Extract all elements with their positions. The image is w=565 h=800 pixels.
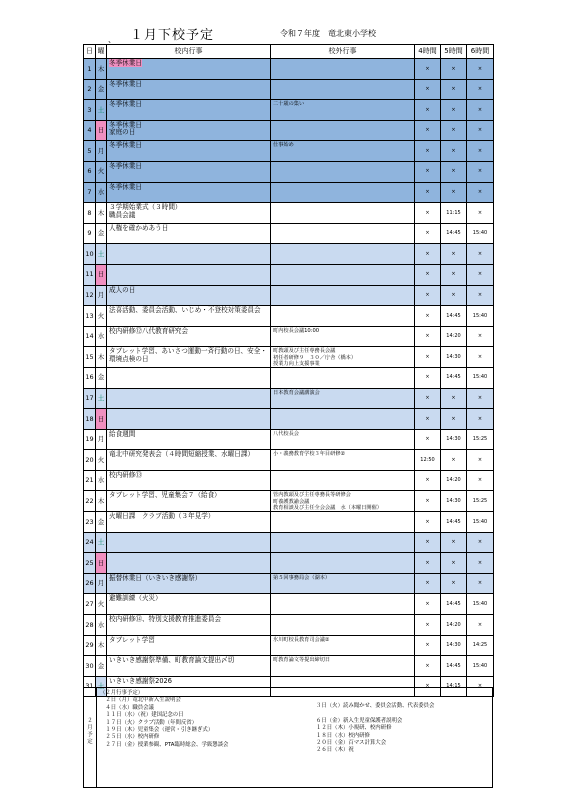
page-title: １月下校予定 xyxy=(130,28,215,43)
weekday-cell: 金 xyxy=(96,656,107,677)
outside-event-cell: 第５回事務局会（湖本） xyxy=(271,573,415,594)
weekday-cell: 月 xyxy=(96,285,107,306)
day-cell: 24 xyxy=(84,532,96,553)
note-line: １９日（木）児童集会（運営・引き継ぎ式） xyxy=(100,727,214,734)
period5-cell: × xyxy=(441,450,467,471)
weekday-cell: 火 xyxy=(96,161,107,182)
day-cell: 31 xyxy=(84,676,96,697)
period6-cell: 15:40 xyxy=(467,594,494,615)
day-cell: 2 xyxy=(84,79,96,100)
period4-cell: 12:50 xyxy=(415,450,441,471)
table-row xyxy=(84,635,494,656)
school-event-cell xyxy=(107,409,271,430)
period6-cell: × xyxy=(467,573,494,594)
weekday-cell: 金 xyxy=(96,367,107,388)
period5-cell: × xyxy=(441,285,467,306)
weekday-cell: 火 xyxy=(96,450,107,471)
table-row xyxy=(84,532,494,553)
day-cell: 12 xyxy=(84,285,96,306)
school-event-cell: タブレット学習、児童集会７（給食） xyxy=(107,491,271,512)
period4-cell: × xyxy=(415,409,441,430)
period5-cell: 14:45 xyxy=(441,306,467,327)
outside-event-cell xyxy=(271,306,415,327)
weekday-cell: 火 xyxy=(96,306,107,327)
school-event-cell xyxy=(107,367,271,388)
outside-event-cell: 町教頭及び主任専務長会議 初任者研修９ ３０／庁舎（橋本） 授業力向上支援事業 xyxy=(271,347,415,368)
weekday-cell: 水 xyxy=(96,326,107,347)
period6-cell: × xyxy=(467,182,494,203)
period6-cell: × xyxy=(467,470,494,491)
table-row xyxy=(84,264,494,285)
outside-event-cell: 仕事始め xyxy=(271,141,415,162)
weekday-cell: 金 xyxy=(96,223,107,244)
note-line: ２６日（木）祝 xyxy=(316,747,354,754)
day-cell: 26 xyxy=(84,573,96,594)
school-event-cell: 振替休業日（いきいき感謝祭） xyxy=(107,573,271,594)
period5-cell: 14:15 xyxy=(441,676,467,697)
weekday-cell: 日 xyxy=(96,553,107,574)
note-line xyxy=(316,710,486,717)
outside-event-cell xyxy=(271,285,415,306)
period4-cell: × xyxy=(415,388,441,409)
day-cell: 28 xyxy=(84,615,96,636)
period5-cell: 11:15 xyxy=(441,203,467,224)
notes-column-2 xyxy=(316,703,486,755)
day-cell: 6 xyxy=(84,161,96,182)
period5-cell: 14:45 xyxy=(441,367,467,388)
day-cell: 19 xyxy=(84,429,96,450)
col-outside-events: 校外行事 xyxy=(271,45,415,59)
period4-cell: × xyxy=(415,347,441,368)
period6-cell: × xyxy=(467,409,494,430)
period5-cell: × xyxy=(441,100,467,121)
period5-cell: 14:45 xyxy=(441,223,467,244)
period5-cell: × xyxy=(441,409,467,430)
table-row xyxy=(84,120,494,141)
day-cell: 3 xyxy=(84,100,96,121)
weekday-cell: 木 xyxy=(96,347,107,368)
weekday-cell: 木 xyxy=(96,59,107,80)
period4-cell: × xyxy=(415,59,441,80)
outside-event-cell xyxy=(271,59,415,80)
day-cell: 13 xyxy=(84,306,96,327)
school-event-cell: 冬季休業日 xyxy=(107,100,271,121)
period5-cell: × xyxy=(441,182,467,203)
school-event-cell: 冬季休業日 xyxy=(107,141,271,162)
table-row xyxy=(84,203,494,224)
day-cell: 14 xyxy=(84,326,96,347)
day-cell: 15 xyxy=(84,347,96,368)
outside-event-cell xyxy=(271,532,415,553)
outside-event-cell xyxy=(271,594,415,615)
page-header xyxy=(0,0,565,44)
period6-cell: 15:40 xyxy=(467,306,494,327)
weekday-cell: 月 xyxy=(96,141,107,162)
school-event-cell: 冬季休業日 xyxy=(107,182,271,203)
table-row xyxy=(84,656,494,677)
day-cell: 22 xyxy=(84,491,96,512)
school-event-cell: タブレット学習 xyxy=(107,635,271,656)
day-cell: 5 xyxy=(84,141,96,162)
weekday-cell: 水 xyxy=(96,182,107,203)
period4-cell: × xyxy=(415,100,441,121)
period6-cell: × xyxy=(467,450,494,471)
period5-cell: × xyxy=(441,264,467,285)
weekday-cell: 日 xyxy=(96,120,107,141)
table-row xyxy=(84,450,494,471)
note-line: １７日（火）クラブ活動（年間反省） xyxy=(100,719,198,726)
weekday-cell: 木 xyxy=(96,203,107,224)
header-mark: 、 xyxy=(108,35,116,44)
period6-cell: × xyxy=(467,676,494,697)
period5-cell: 14:30 xyxy=(441,491,467,512)
school-event-cell: 成人の日 xyxy=(107,285,271,306)
note-line: ２７日（金）授業参観、PTA臨時総会、学級懇談会 xyxy=(100,741,229,748)
outside-event-cell xyxy=(271,367,415,388)
table-row xyxy=(84,161,494,182)
outside-event-cell: 氷川町校長教育司会議② xyxy=(271,635,415,656)
table-row xyxy=(84,367,494,388)
period4-cell: × xyxy=(415,182,441,203)
notes-column-1 xyxy=(100,690,300,749)
school-event-cell xyxy=(107,553,271,574)
day-cell: 9 xyxy=(84,223,96,244)
outside-event-cell xyxy=(271,203,415,224)
outside-event-cell xyxy=(271,553,415,574)
note-line: （２月行事予定） xyxy=(100,690,144,696)
period6-cell: × xyxy=(467,244,494,265)
table-row xyxy=(84,553,494,574)
period4-cell: × xyxy=(415,470,441,491)
school-event-cell: ３学期始業式（３時間） 職員会議 xyxy=(107,203,271,224)
period4-cell: × xyxy=(415,429,441,450)
period4-cell: × xyxy=(415,553,441,574)
outside-event-cell xyxy=(271,79,415,100)
school-name: 令和７年度 竜北東小学校 xyxy=(280,29,376,38)
outside-event-cell xyxy=(271,120,415,141)
weekday-cell: 日 xyxy=(96,264,107,285)
table-row xyxy=(84,470,494,491)
day-cell: 7 xyxy=(84,182,96,203)
period6-cell: × xyxy=(467,203,494,224)
weekday-cell: 木 xyxy=(96,635,107,656)
period5-cell: 14:30 xyxy=(441,635,467,656)
day-cell: 11 xyxy=(84,264,96,285)
schedule-table xyxy=(83,44,494,697)
period4-cell: × xyxy=(415,635,441,656)
period5-cell: 14:20 xyxy=(441,326,467,347)
school-event-cell: いきいき感謝祭準備、町教育論文提出〆切 xyxy=(107,656,271,677)
school-event-cell: 法喜活動、委員会活動、いじめ・不登校対策委員会 xyxy=(107,306,271,327)
day-cell: 29 xyxy=(84,635,96,656)
outside-event-cell xyxy=(271,182,415,203)
school-event-cell: 校内研修⑭、特別支援教育推進委員会 xyxy=(107,615,271,636)
weekday-cell: 金 xyxy=(96,512,107,533)
outside-event-cell xyxy=(271,470,415,491)
note-line: １８日（水）校内研修 xyxy=(316,732,370,739)
day-cell: 18 xyxy=(84,409,96,430)
weekday-cell: 水 xyxy=(96,615,107,636)
school-event-cell xyxy=(107,532,271,553)
col-weekday: 曜 xyxy=(96,45,107,59)
weekday-cell: 土 xyxy=(96,532,107,553)
weekday-cell: 土 xyxy=(96,244,107,265)
day-cell: 27 xyxy=(84,594,96,615)
day-cell: 23 xyxy=(84,512,96,533)
table-row xyxy=(84,491,494,512)
table-row xyxy=(84,59,494,80)
day-cell: 10 xyxy=(84,244,96,265)
outside-event-cell xyxy=(271,264,415,285)
period5-cell: × xyxy=(441,161,467,182)
period6-cell: × xyxy=(467,553,494,574)
school-event-cell: 竜北中研究発表会（４時間短縮授業、水曜日課） xyxy=(107,450,271,471)
period4-cell: × xyxy=(415,120,441,141)
period6-cell: 15:40 xyxy=(467,223,494,244)
period4-cell: × xyxy=(415,244,441,265)
period6-cell: × xyxy=(467,532,494,553)
note-line: １２日（木）小規研、校内研修 xyxy=(316,725,392,732)
period5-cell: × xyxy=(441,120,467,141)
period6-cell: 15:40 xyxy=(467,656,494,677)
period4-cell: × xyxy=(415,161,441,182)
note-line: ６日（金）新入生児童保護者説明会 xyxy=(316,717,403,724)
school-event-cell xyxy=(107,59,271,80)
school-event-cell: 冬季休業日 家庭の日 xyxy=(107,120,271,141)
table-row xyxy=(84,594,494,615)
col-school-events: 校内行事 xyxy=(107,45,271,59)
period5-cell: × xyxy=(441,79,467,100)
note-line: ４日（水）職員会議 xyxy=(100,704,154,711)
col-day: 日 xyxy=(84,45,96,59)
period5-cell: × xyxy=(441,573,467,594)
selected-text: 冬季休業日 xyxy=(109,59,142,67)
table-row xyxy=(84,512,494,533)
school-event-cell xyxy=(107,244,271,265)
period6-cell: × xyxy=(467,141,494,162)
school-event-cell: 校内研修⑬ xyxy=(107,470,271,491)
note-line: ２０日（金）百マス計算大会 xyxy=(316,740,387,747)
period6-cell: × xyxy=(467,79,494,100)
outside-event-cell: 小・義務教育学校３年目研修② xyxy=(271,450,415,471)
school-event-cell: 火曜日課 クラブ活動（３年見学） xyxy=(107,512,271,533)
period6-cell: × xyxy=(467,326,494,347)
table-row xyxy=(84,244,494,265)
weekday-cell: 土 xyxy=(96,676,107,697)
period6-cell: × xyxy=(467,615,494,636)
period6-cell: × xyxy=(467,161,494,182)
day-cell: 8 xyxy=(84,203,96,224)
outside-event-cell: 八代校長会 xyxy=(271,429,415,450)
period5-cell: × xyxy=(441,553,467,574)
period6-cell: 14:25 xyxy=(467,635,494,656)
period6-cell: × xyxy=(467,59,494,80)
day-cell: 25 xyxy=(84,553,96,574)
day-cell: 30 xyxy=(84,656,96,677)
period4-cell: × xyxy=(415,512,441,533)
note-line: １１日（水）（祝）建国記念の日 xyxy=(100,712,184,719)
day-cell: 1 xyxy=(84,59,96,80)
period6-cell: 15:25 xyxy=(467,491,494,512)
period6-cell: 15:25 xyxy=(467,429,494,450)
outside-event-cell: 町教育論文等提出締切日 xyxy=(271,656,415,677)
period4-cell: × xyxy=(415,306,441,327)
period6-cell: × xyxy=(467,264,494,285)
period5-cell: × xyxy=(441,244,467,265)
school-event-cell: タブレット学習、あいさつ運動一斉行動の日、安全・環境点検の日 xyxy=(107,347,271,368)
school-event-cell: いきいき感謝祭2026 xyxy=(107,676,271,697)
weekday-cell: 日 xyxy=(96,409,107,430)
period5-cell: 14:45 xyxy=(441,594,467,615)
outside-event-cell xyxy=(271,223,415,244)
weekday-cell: 月 xyxy=(96,429,107,450)
period5-cell: 14:45 xyxy=(441,656,467,677)
period4-cell: × xyxy=(415,203,441,224)
period6-cell: 15:40 xyxy=(467,367,494,388)
outside-event-cell: 管内教頭及び主任専務長等研修会 町養護教諭会議 教育相談及び主任全会会議 水（本曜日開催） xyxy=(271,491,415,512)
period5-cell: 14:30 xyxy=(441,429,467,450)
school-event-cell: 冬季休業日 xyxy=(107,79,271,100)
weekday-cell: 火 xyxy=(96,594,107,615)
outside-event-cell xyxy=(271,512,415,533)
table-row xyxy=(84,347,494,368)
period5-cell: 14:30 xyxy=(441,347,467,368)
school-event-cell: 冬季休業日 xyxy=(107,161,271,182)
period4-cell: × xyxy=(415,264,441,285)
day-cell: 4 xyxy=(84,120,96,141)
weekday-cell: 月 xyxy=(96,573,107,594)
col-period-5: 5時間 xyxy=(441,45,467,59)
period5-cell: 14:20 xyxy=(441,615,467,636)
period5-cell: × xyxy=(441,388,467,409)
period4-cell: × xyxy=(415,532,441,553)
period5-cell: 14:45 xyxy=(441,512,467,533)
note-line: ３日（火）読み聞かせ、委員会活動、代表委員会 xyxy=(316,703,435,709)
period6-cell: 15:40 xyxy=(467,512,494,533)
table-row xyxy=(84,306,494,327)
note-line: ２日（月）竜北中新入生説明会 xyxy=(100,697,181,704)
table-row xyxy=(84,285,494,306)
notes-side-label: ２ 月 予 定 xyxy=(84,688,97,787)
february-notes xyxy=(83,687,493,788)
outside-event-cell: 日本教育会議講演会 xyxy=(271,388,415,409)
weekday-cell: 土 xyxy=(96,388,107,409)
outside-event-cell: 町内校長会議10:00 xyxy=(271,326,415,347)
school-event-cell: 校内研修⑫八代教育研究会 xyxy=(107,326,271,347)
table-row xyxy=(84,100,494,121)
period5-cell: × xyxy=(441,141,467,162)
table-row xyxy=(84,615,494,636)
weekday-cell: 水 xyxy=(96,470,107,491)
day-cell: 16 xyxy=(84,367,96,388)
period4-cell: × xyxy=(415,79,441,100)
table-row xyxy=(84,326,494,347)
period4-cell: × xyxy=(415,594,441,615)
weekday-cell: 土 xyxy=(96,100,107,121)
school-event-cell: 避難訓練（火災） xyxy=(107,594,271,615)
weekday-cell: 木 xyxy=(96,491,107,512)
table-row xyxy=(84,141,494,162)
day-cell: 21 xyxy=(84,470,96,491)
day-cell: 17 xyxy=(84,388,96,409)
outside-event-cell xyxy=(271,409,415,430)
period6-cell: × xyxy=(467,100,494,121)
table-row xyxy=(84,409,494,430)
table-row xyxy=(84,79,494,100)
period4-cell: × xyxy=(415,141,441,162)
period6-cell: × xyxy=(467,347,494,368)
period5-cell: × xyxy=(441,59,467,80)
school-event-cell xyxy=(107,264,271,285)
period4-cell: × xyxy=(415,491,441,512)
weekday-cell: 金 xyxy=(96,79,107,100)
outside-event-cell xyxy=(271,161,415,182)
period4-cell: × xyxy=(415,656,441,677)
day-cell: 20 xyxy=(84,450,96,471)
period4-cell: × xyxy=(415,676,441,697)
table-row xyxy=(84,182,494,203)
period4-cell: × xyxy=(415,223,441,244)
period4-cell: × xyxy=(415,285,441,306)
period5-cell: 14:20 xyxy=(441,470,467,491)
col-period-6: 6時間 xyxy=(467,45,494,59)
table-header-row xyxy=(84,45,494,59)
period6-cell: × xyxy=(467,285,494,306)
school-event-cell xyxy=(107,388,271,409)
period4-cell: × xyxy=(415,326,441,347)
table-row xyxy=(84,223,494,244)
outside-event-cell xyxy=(271,244,415,265)
period4-cell: × xyxy=(415,367,441,388)
school-event-cell: 人権を確かめあう日 xyxy=(107,223,271,244)
note-line: ２５日（水）校内研修 xyxy=(100,734,160,741)
table-row xyxy=(84,573,494,594)
period4-cell: × xyxy=(415,573,441,594)
table-row xyxy=(84,429,494,450)
period5-cell: × xyxy=(441,532,467,553)
school-event-cell: 給食週間 xyxy=(107,429,271,450)
outside-event-cell: 二十歳の集い xyxy=(271,100,415,121)
outside-event-cell xyxy=(271,615,415,636)
period6-cell: × xyxy=(467,120,494,141)
table-row xyxy=(84,388,494,409)
period4-cell: × xyxy=(415,615,441,636)
period6-cell: × xyxy=(467,388,494,409)
col-period-4: 4時間 xyxy=(415,45,441,59)
